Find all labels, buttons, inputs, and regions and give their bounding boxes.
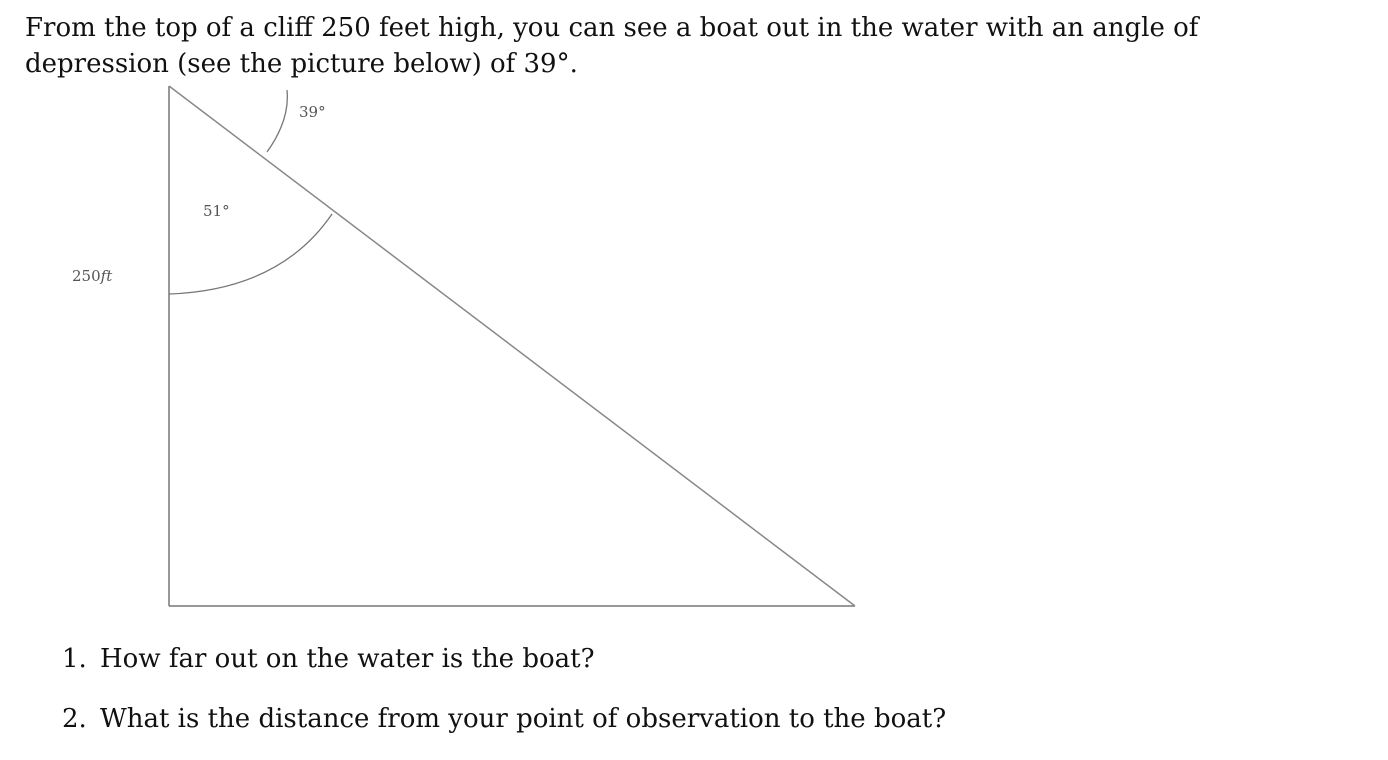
- height-label-value: 250: [72, 267, 101, 285]
- problem-statement: From the top of a cliff 250 feet high, you can see a boat out in the water with an angle of depression (see the picture below) of 39°.: [25, 13, 1199, 79]
- height-label-unit: ft: [100, 267, 113, 285]
- line-of-sight: [169, 86, 855, 606]
- height-label: [72, 267, 113, 285]
- question-text: How far out on the water is the boat?: [100, 644, 595, 674]
- question-item: [62, 640, 946, 700]
- question-list: [62, 640, 946, 760]
- question-number: 2.: [62, 704, 87, 734]
- interior-angle-label: 51°: [203, 202, 230, 220]
- question-item: [62, 700, 946, 760]
- question-text: What is the distance from your point of observation to the boat?: [100, 704, 947, 734]
- depression-angle-label: 39°: [299, 103, 326, 121]
- interior-angle-arc: [169, 214, 332, 294]
- depression-angle-arc: [267, 90, 287, 152]
- question-number: 1.: [62, 644, 87, 674]
